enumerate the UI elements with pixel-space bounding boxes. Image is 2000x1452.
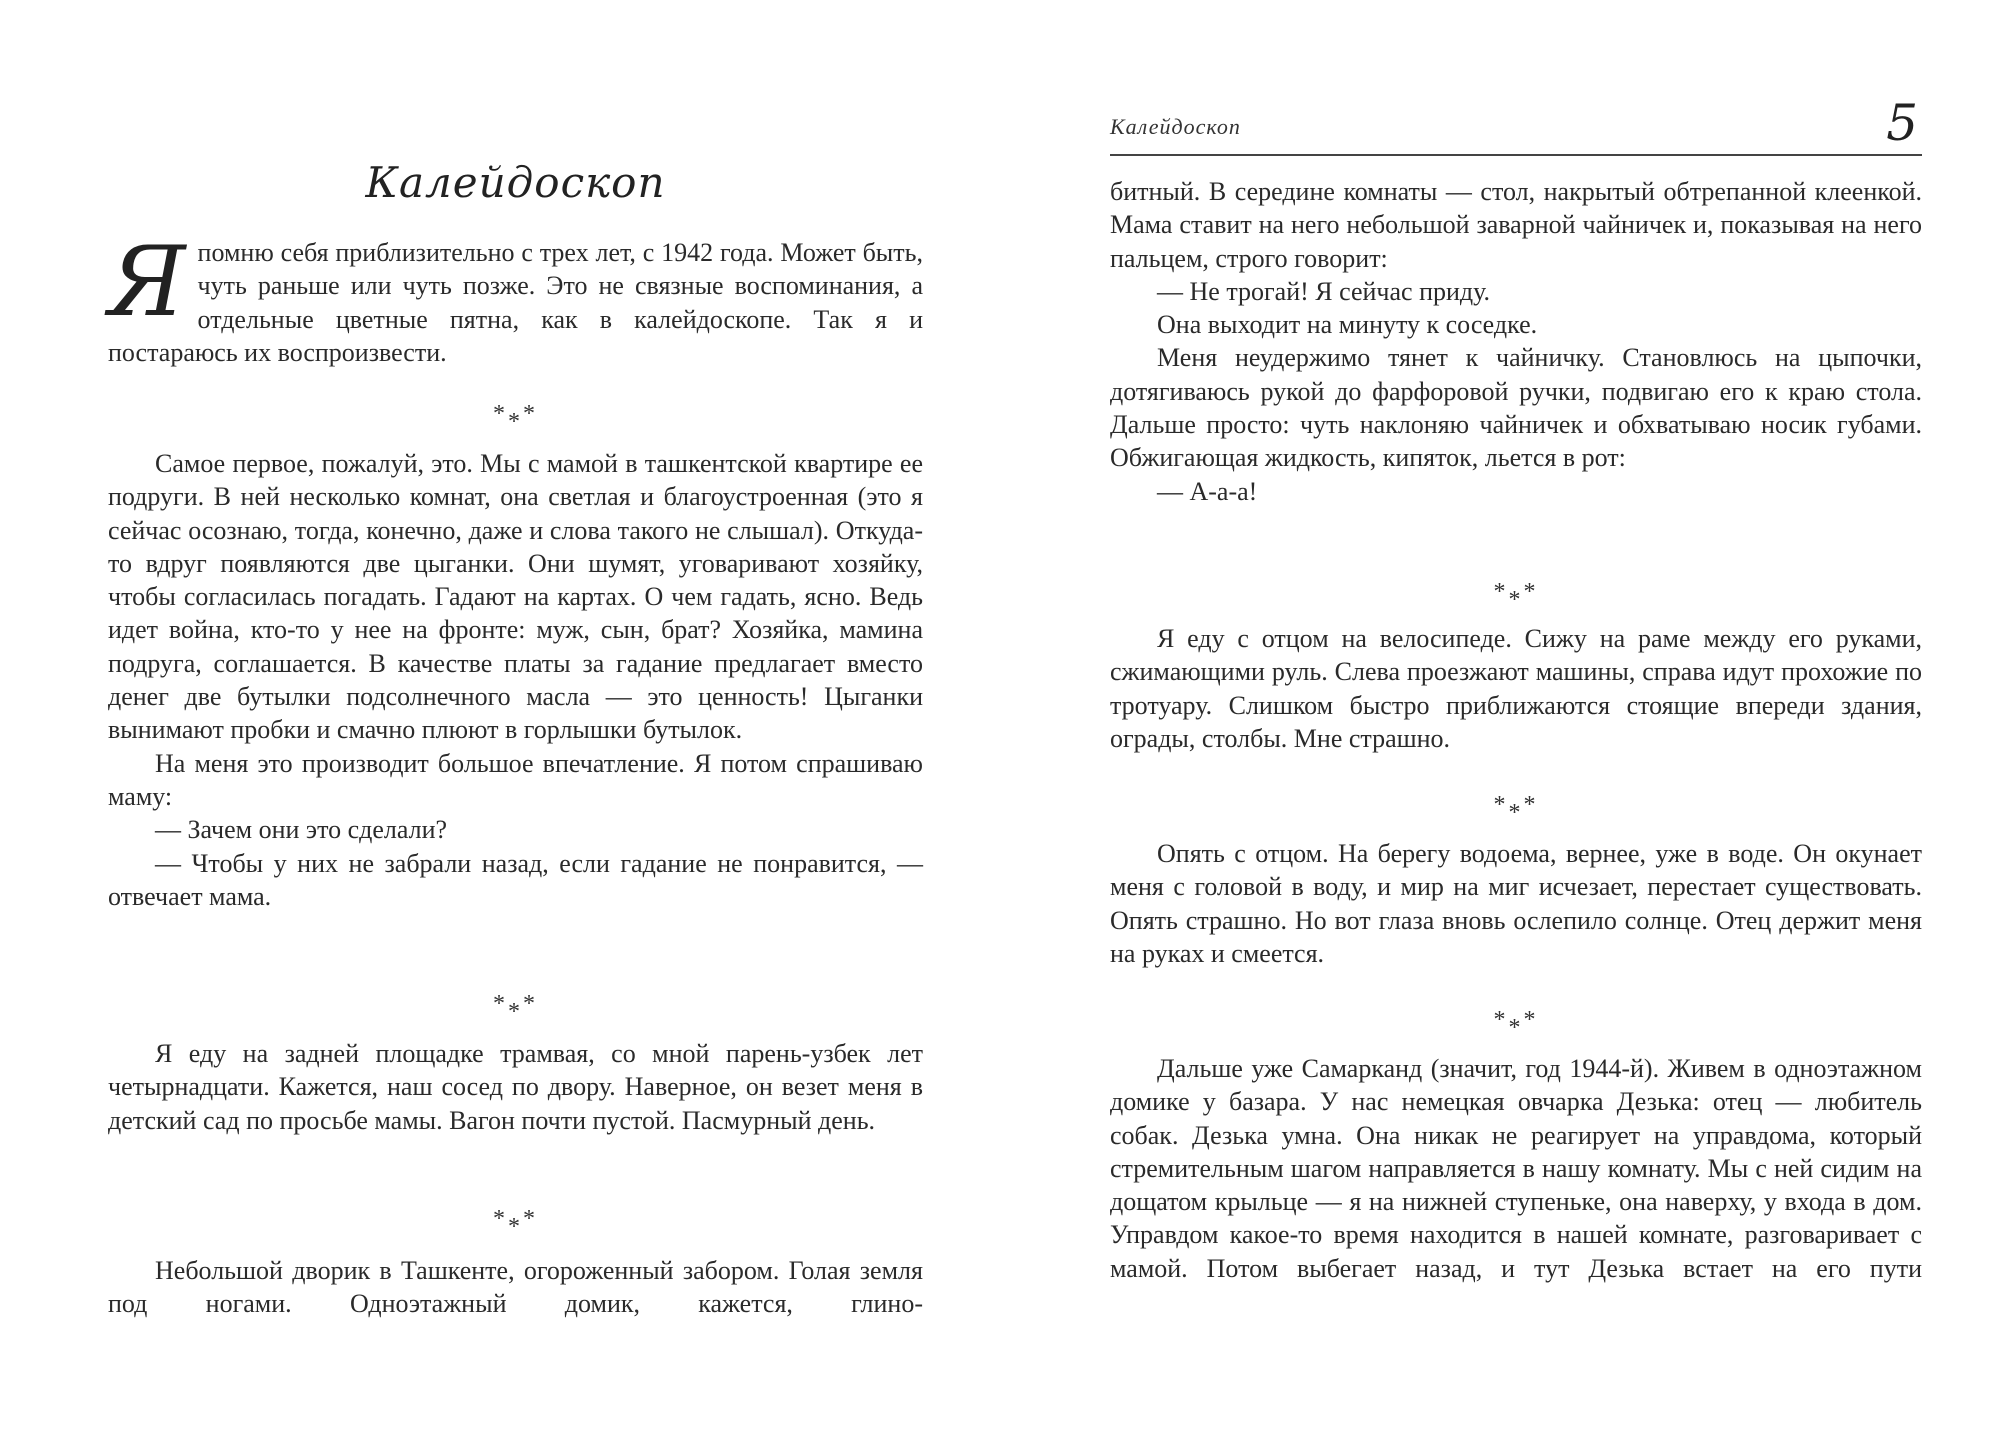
paragraph: Самое первое, пожалуй, это. Мы с мамой в ташкентской квартире ее подруги. В ней несколько комнат, она светлая и благоустроенная (это я сейчас осознаю, тогда, конечно, даже и слова такого не слышал). Откуда-то вдруг появляются две цыганки. Они шумят, уговаривают хозяйку, чтобы согласилась погадать. Гадают на картах. О чем гадать, ясно. Ведь идет война, кто-то у нее на фронте: муж, сын, брат? Хозяйка, мамина подруга, соглашается. В качестве платы за гадание предлагает вместо денег две бутылки подсолнечного масла — это ценность! Цыганки вынимают пробки и смачно плюют в горлышки бутылок. (108, 449, 923, 745)
paragraph: Дальше уже Самарканд (значит, год 1944-й). Живем в одноэтажном домике у базара. У нас немецкая овчарка Дезька: отец — любитель собак. Дезька умна. Она никак не реагирует на управдома, который стремительным шагом направляется в нашу комнату. Мы с ней сидим на дощатом крыльце — я на нижней ступеньке, она наверху, у входа в дом. Управдом какое-то время находится в нашей комнате, разговаривает с мамой. Потом выбегает назад, и тут Дезька встает на его пути (1110, 1054, 1922, 1283)
paragraph: Я еду с отцом на велосипеде. Сижу на раме между его руками, сжимающими руль. Слева проезжают машины, справа идут прохожие по тротуару. Слишком быстро приближаются стоящие впереди здания, ограды, столбы. Мне страшно. (1110, 624, 1922, 753)
dialogue-line: — Не трогай! Я сейчас приду. (1157, 276, 1491, 306)
section-separator: *** (493, 1206, 538, 1240)
paragraph: Меня неудержимо тянет к чайничку. Становлюсь на цыпочки, дотягиваюсь рукой до фарфоровой ручки, подвигаю его к краю стола. Дальше просто: чуть наклоняю чайничек и обхватываю носик губами. Обжигающая жидкость, кипяток, льется в рот: (1110, 343, 1922, 473)
paragraph: битный. В середине комнаты — стол, накрытый обтрепанной клеенкой. Мама ставит на него небольшой заварной чайничек и, показывая на него пальцем, строго говорит: (1110, 177, 1922, 273)
dialogue-line: — Зачем они это сделали? (155, 815, 448, 845)
section-2 (108, 1037, 923, 1137)
paragraph: На меня это производит большое впечатление. Я потом спрашиваю маму: (108, 748, 923, 811)
dialogue-line: — Чтобы у них не забрали назад, если гадание не понравится, — отвечает мама. (108, 848, 923, 911)
intro-block (108, 226, 923, 369)
section-separator: *** (1493, 792, 1539, 826)
section-separator: *** (1493, 579, 1539, 613)
section-separator: *** (1493, 1007, 1539, 1041)
continuation-block (1110, 175, 1922, 508)
paragraph: Небольшой дворик в Ташкенте, огороженный забором. Голая земля под ногами. Одноэтажный домик, кажется, глино- (108, 1256, 923, 1319)
section-separator: *** (493, 991, 538, 1025)
page-number: 5 (1886, 94, 1918, 152)
dialogue-line: — А-а-а! (1157, 476, 1258, 506)
section-separator: *** (493, 401, 538, 435)
section-2 (1110, 622, 1922, 755)
paragraph: Опять с отцом. На берегу водоема, вернее, уже в воде. Он окунает меня с головой в воду, и мир на миг исчезает, перестает существовать. Опять страшно. Но вот глаза вновь ослепило солнце. Отец держит меня на руках и смеется. (1110, 839, 1922, 968)
right-page (1110, 0, 1922, 1452)
chapter-title: Калейдоскоп (365, 158, 666, 207)
section-4 (1110, 1052, 1922, 1285)
paragraph: Она выходит на минуту к соседке. (1157, 310, 1538, 340)
section-3 (1110, 837, 1922, 970)
intro-paragraph: помню себя приблизительно с трех лет, с 1942 года. Может быть, чуть раньше или чуть позже. Это не связные воспоминания, а отдельные цветные пятна, как в калейдоскопе. Так я и постараюсь их воспроизвести. (108, 238, 923, 367)
running-header-title: Калейдоскоп (1110, 114, 1241, 139)
section-1 (108, 447, 923, 913)
left-page (108, 0, 923, 1452)
drop-cap: Я (108, 226, 186, 338)
section-3 (108, 1254, 923, 1321)
paragraph: Я еду на задней площадке трамвая, со мной парень-узбек лет четырнадцати. Кажется, наш сосед по двору. Наверное, он везет меня в детский сад по просьбе мамы. Вагон почти пустой. Пасмурный день. (108, 1039, 923, 1135)
